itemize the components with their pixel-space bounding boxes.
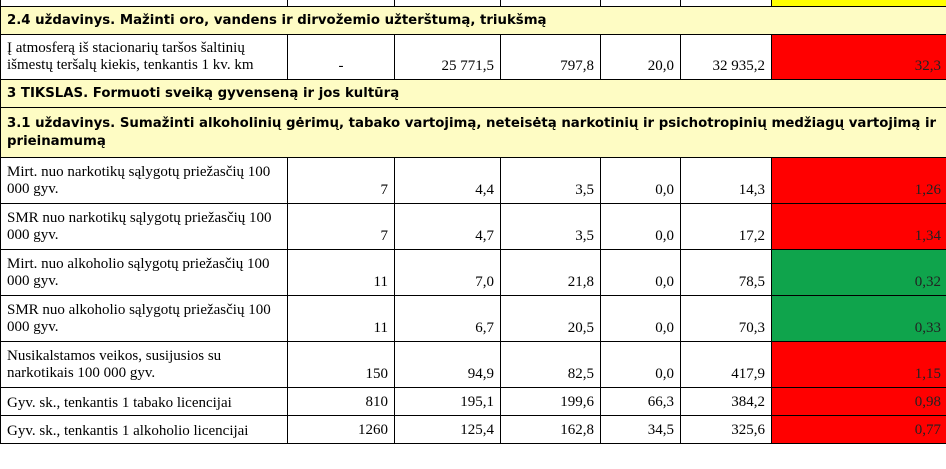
value-cell: 199,6 (501, 388, 601, 416)
value-cell: 14,3 (681, 158, 772, 204)
status-cell: 32,3 (772, 35, 946, 80)
status-cell: 1,34 (772, 204, 946, 250)
value-cell: 0,0 (601, 204, 681, 250)
value-cell: 21,8 (501, 250, 601, 296)
value-cell: 0,0 (601, 342, 681, 388)
value-cell: 195,1 (395, 388, 501, 416)
status-cell: 0,33 (772, 296, 946, 342)
section-heading: 2.4 uždavinys. Mažinti oro, vandens ir dirvožemio užterštumą, triukšmą (1, 7, 946, 35)
value-cell: 20,0 (601, 35, 681, 80)
value-cell: 810 (288, 388, 395, 416)
table-row (1, 342, 946, 388)
value-cell: 20,5 (501, 296, 601, 342)
value-cell: 0,0 (601, 296, 681, 342)
indicator-name: Į atmosferą iš stacionarių taršos šaltinių išmestų teršalų kiekis, tenkantis 1 kv. km (1, 35, 288, 80)
value-cell: 0,0 (601, 158, 681, 204)
table-row (1, 388, 946, 416)
value-cell: 94,9 (395, 342, 501, 388)
value-cell: 70,3 (681, 296, 772, 342)
section-heading: 3.1 uždavinys. Sumažinti alkoholinių gėrimų, tabako vartojimą, neteisėtą narkotinių ir psichotropinių medžiagų vartojimą ir prieinamumą (1, 108, 946, 158)
value-cell: 32 935,2 (681, 35, 772, 80)
table-row (1, 416, 946, 444)
table-row (1, 35, 946, 80)
value-cell: 34,5 (601, 416, 681, 444)
value-cell: 6,7 (395, 296, 501, 342)
value-cell: - (288, 35, 395, 80)
value-cell: 3,5 (501, 158, 601, 204)
value-cell: 82,5 (501, 342, 601, 388)
value-cell: 7 (288, 158, 395, 204)
indicator-name: Mirt. nuo narkotikų sąlygotų priežasčių 100 000 gyv. (1, 158, 288, 204)
value-cell: 4,7 (395, 204, 501, 250)
value-cell: 417,9 (681, 342, 772, 388)
indicator-name: Nusikalstamos veikos, susijusios su narkotikais 100 000 gyv. (1, 342, 288, 388)
value-cell: 11 (288, 296, 395, 342)
indicator-name: Gyv. sk., tenkantis 1 alkoholio licencijai (1, 416, 288, 444)
value-cell: 797,8 (501, 35, 601, 80)
indicator-name: SMR nuo narkotikų sąlygotų priežasčių 100 000 gyv. (1, 204, 288, 250)
value-cell: 11 (288, 250, 395, 296)
value-cell: 78,5 (681, 250, 772, 296)
value-cell: 7 (288, 204, 395, 250)
value-cell: 125,4 (395, 416, 501, 444)
section-row (1, 7, 946, 35)
status-cell: 0,98 (772, 388, 946, 416)
status-cell: 1,15 (772, 342, 946, 388)
section-heading: 3 TIKSLAS. Formuoti sveiką gyvenseną ir jos kultūrą (1, 80, 946, 108)
status-cell: 1,26 (772, 158, 946, 204)
table-row (1, 250, 946, 296)
value-cell: 0,0 (601, 250, 681, 296)
indicator-name: Gyv. sk., tenkantis 1 tabako licencijai (1, 388, 288, 416)
value-cell: 325,6 (681, 416, 772, 444)
value-cell: 4,4 (395, 158, 501, 204)
table-row (1, 158, 946, 204)
status-cell: 0,32 (772, 250, 946, 296)
indicator-name: SMR nuo alkoholio sąlygotų priežasčių 100 000 gyv. (1, 296, 288, 342)
value-cell: 384,2 (681, 388, 772, 416)
value-cell: 7,0 (395, 250, 501, 296)
section-row (1, 80, 946, 108)
value-cell: 1260 (288, 416, 395, 444)
value-cell: 150 (288, 342, 395, 388)
indicator-name: Mirt. nuo alkoholio sąlygotų priežasčių 100 000 gyv. (1, 250, 288, 296)
value-cell: 66,3 (601, 388, 681, 416)
table-row (1, 296, 946, 342)
value-cell: 162,8 (501, 416, 601, 444)
table-row (1, 204, 946, 250)
value-cell: 25 771,5 (395, 35, 501, 80)
value-cell: 17,2 (681, 204, 772, 250)
status-cell: 0,77 (772, 416, 946, 444)
value-cell: 3,5 (501, 204, 601, 250)
section-row (1, 108, 946, 158)
